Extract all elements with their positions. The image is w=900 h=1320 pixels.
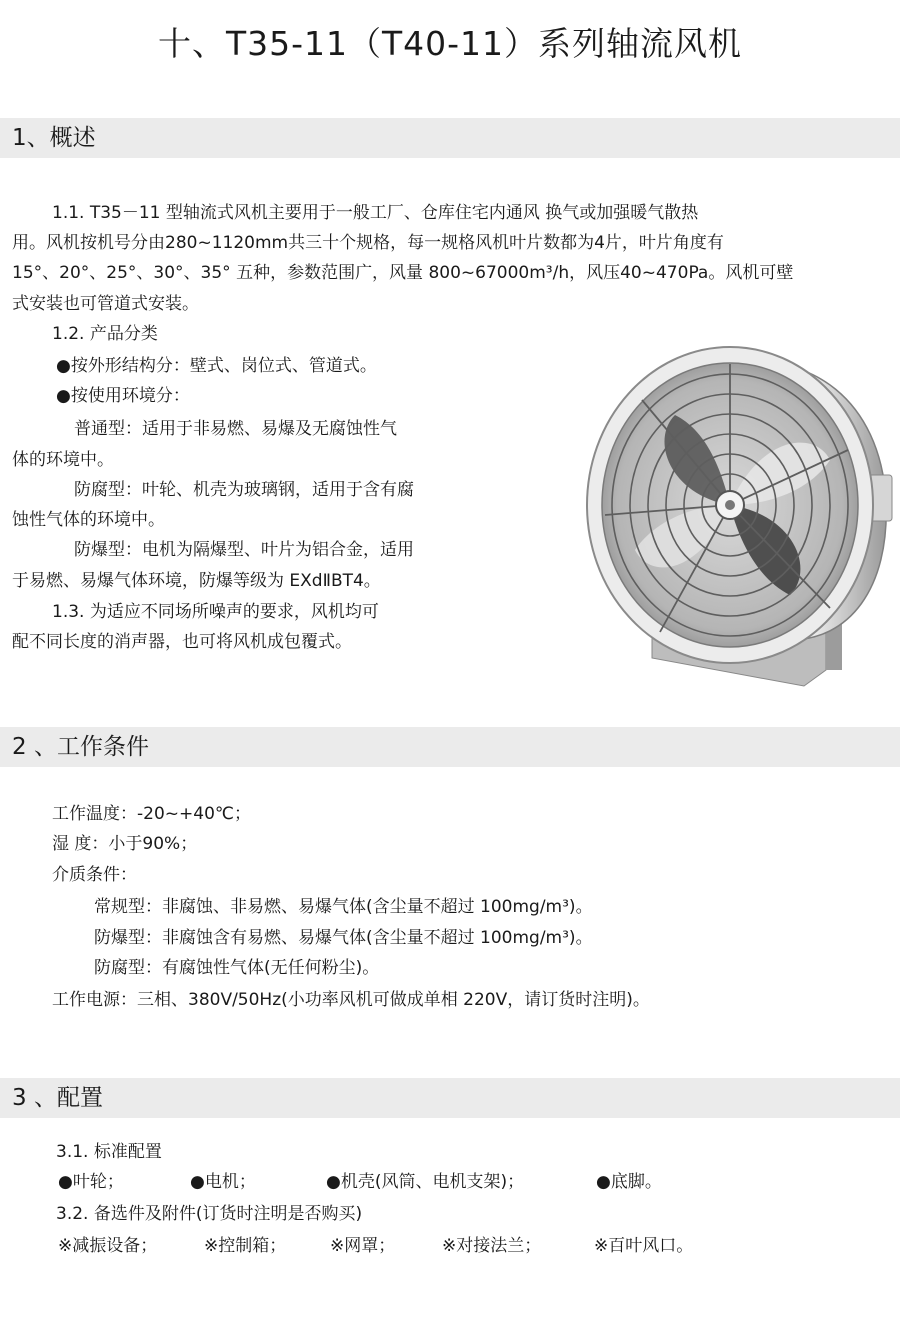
section-heading-configuration: 3 、配置: [0, 1078, 900, 1118]
condition-temperature: 工作温度：-20~+40℃；: [52, 804, 251, 824]
paragraph-line: 体的环境中。: [12, 450, 114, 470]
paragraph-line: 用。风机按机号分由280~1120mm共三十个规格，每一规格风机叶片数都为4片，叶片角度有: [12, 233, 724, 253]
medium-anticorrosion: 防腐型：有腐蚀性气体(无任何粉尘)。: [94, 958, 380, 978]
standard-config-title: 3.1. 标准配置: [56, 1142, 162, 1162]
opt-item-flange: ※对接法兰；: [442, 1236, 542, 1256]
paragraph-line: 防腐型：叶轮、机壳为玻璃钢，适用于含有腐: [74, 480, 414, 500]
condition-power: 工作电源：三相、380V/50Hz(小功率风机可做成单相 220V，请订货时注明)。: [52, 990, 650, 1010]
opt-item-damping: ※减振设备；: [58, 1236, 158, 1256]
page-title: 十、T35-11（T40-11）系列轴流风机: [157, 24, 743, 63]
medium-explosion-proof: 防爆型：非腐蚀含有易燃、易爆气体(含尘量不超过 100mg/m³)。: [94, 928, 593, 948]
paragraph-line: 式安装也可管道式安装。: [12, 294, 199, 314]
medium-normal: 常规型：非腐蚀、非易燃、易爆气体(含尘量不超过 100mg/m³)。: [94, 897, 593, 917]
optional-config-title: 3.2. 备选件及附件(订货时注明是否购买): [56, 1204, 363, 1224]
section-heading-overview: 1、概述: [0, 118, 900, 158]
axial-fan-image: [580, 340, 898, 692]
paragraph-line: 普通型：适用于非易燃、易爆及无腐蚀性气: [74, 419, 397, 439]
paragraph-line: 1.3. 为适应不同场所噪声的要求，风机均可: [52, 602, 379, 622]
opt-item-mesh-guard: ※网罩；: [330, 1236, 396, 1256]
std-item-casing: ●机壳(风筒、电机支架)；: [326, 1172, 525, 1192]
section-heading-working-conditions: 2 、工作条件: [0, 727, 900, 767]
paragraph-line: 1.1. T35－11 型轴流式风机主要用于一般工厂、仓库住宅内通风 换气或加强暖气散热: [52, 203, 699, 223]
paragraph-line: 配不同长度的消声器，也可将风机成包覆式。: [12, 632, 352, 652]
opt-item-control-box: ※控制箱；: [204, 1236, 287, 1256]
std-item-impeller: ●叶轮；: [58, 1172, 124, 1192]
opt-item-louver: ※百叶风口。: [594, 1236, 694, 1256]
bullet-environment: ●按使用环境分：: [56, 386, 190, 406]
condition-medium: 介质条件：: [52, 865, 137, 885]
std-item-motor: ●电机；: [190, 1172, 256, 1192]
paragraph-line: 蚀性气体的环境中。: [12, 510, 165, 530]
std-item-base: ●底脚。: [596, 1172, 662, 1192]
paragraph-line: 15°、20°、25°、30°、35° 五种，参数范围广，风量 800~67000m³/h，风压40~470Pa。风机可壁: [12, 263, 794, 283]
paragraph-line: 防爆型：电机为隔爆型、叶片为铝合金，适用: [74, 540, 414, 560]
subheading-product-classification: 1.2. 产品分类: [52, 324, 158, 344]
bullet-structure: ●按外形结构分：壁式、岗位式、管道式。: [56, 356, 377, 376]
paragraph-line: 于易燃、易爆气体环境，防爆等级为 EXdⅡBT4。: [12, 571, 381, 591]
condition-humidity: 湿 度：小于90%；: [52, 834, 198, 854]
